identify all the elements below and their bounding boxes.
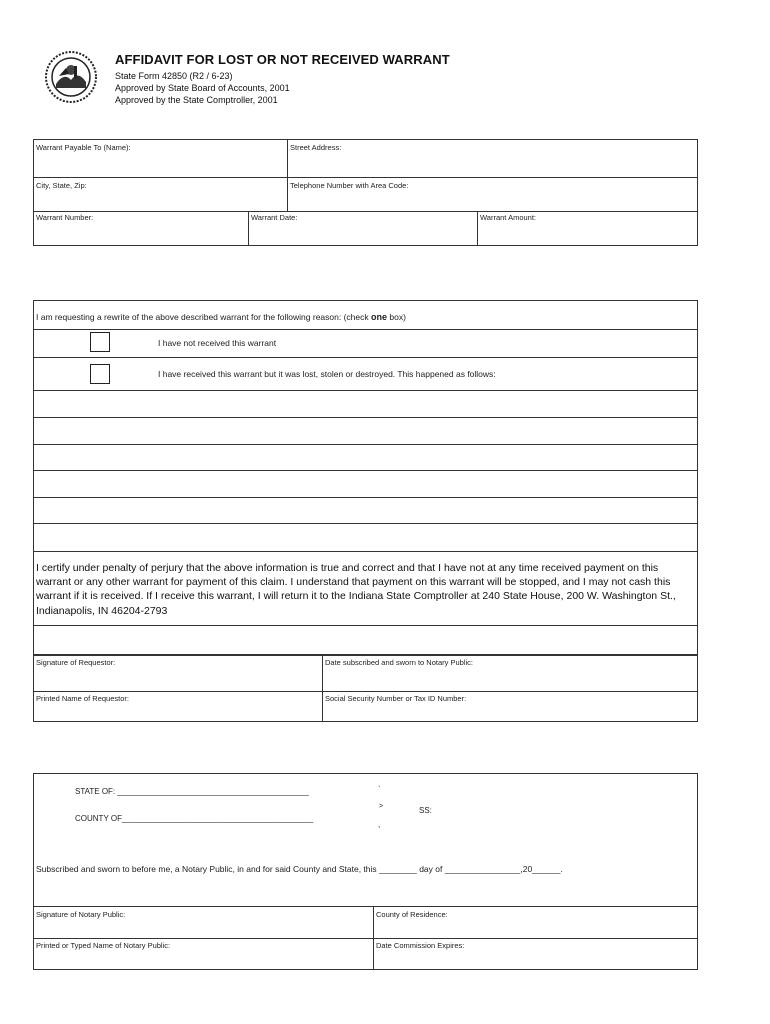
requestor-signature-field[interactable]: Signature of Requestor: (36, 658, 116, 667)
street-address-field[interactable]: Street Address: (290, 143, 342, 152)
notary-printed-name-field[interactable]: Printed or Typed Name of Notary Public: (36, 941, 171, 950)
reason-prompt: I am requesting a rewrite of the above described warrant for the following reason: (check one box) (36, 312, 406, 322)
state-of-field[interactable]: STATE OF: ___________________________________________ (75, 787, 309, 796)
date-sworn-field[interactable]: Date subscribed and sworn to Notary Public: (325, 658, 473, 667)
explanation-line-2[interactable] (34, 418, 697, 443)
explanation-line-1[interactable] (34, 391, 697, 416)
warrant-info-section (33, 139, 698, 246)
approval-sboa: Approved by State Board of Accounts, 2001 (115, 83, 290, 93)
bracket-bottom: , (378, 820, 381, 829)
not-received-checkbox[interactable] (90, 332, 110, 352)
commission-expires-field[interactable]: Date Commission Expires: (376, 941, 465, 950)
telephone-field[interactable]: Telephone Number with Area Code: (290, 181, 409, 190)
warrant-payable-to-field[interactable]: Warrant Payable To (Name): (36, 143, 131, 152)
explanation-line-5[interactable] (34, 498, 697, 522)
requestor-printed-name-field[interactable]: Printed Name of Requestor: (36, 694, 129, 703)
bracket-top: ` (378, 785, 381, 794)
warrant-amount-field[interactable]: Warrant Amount: (480, 213, 536, 222)
city-state-zip-field[interactable]: City, State, Zip: (36, 181, 87, 190)
subscribed-statement: Subscribed and sworn to before me, a Notary Public, in and for said County and State, this ________ day of ________________,20______. (36, 864, 563, 874)
lost-stolen-checkbox[interactable] (90, 364, 110, 384)
form-number: State Form 42850 (R2 / 6-23) (115, 71, 233, 81)
explanation-line-4[interactable] (34, 471, 697, 496)
county-residence-field[interactable]: County of Residence: (376, 910, 448, 919)
bracket-middle: > (379, 803, 384, 810)
not-received-label: I have not received this warrant (158, 338, 277, 348)
state-seal-logo (44, 50, 98, 104)
ssn-tax-id-field[interactable]: Social Security Number or Tax ID Number: (325, 694, 467, 703)
warrant-number-field[interactable]: Warrant Number: (36, 213, 94, 222)
approval-comptroller: Approved by the State Comptroller, 2001 (115, 95, 278, 105)
form-title: AFFIDAVIT FOR LOST OR NOT RECEIVED WARRANT (115, 52, 450, 67)
explanation-line-3[interactable] (34, 445, 697, 469)
warrant-date-field[interactable]: Warrant Date: (251, 213, 298, 222)
notary-signature-field[interactable]: Signature of Notary Public: (36, 910, 126, 919)
ss-label: SS: (419, 806, 432, 815)
lost-stolen-label: I have received this warrant but it was lost, stolen or destroyed. This happened as follows: (158, 369, 496, 379)
certification-statement: I certify under penalty of perjury that the above information is true and correct and that I have not at any time received payment on this warrant or any other warrant for payment of this claim. I understand that payment on this warrant will be stopped, and I may not cash this warrant if it is received. If I receive this warrant, I will return it to the Indiana State Comptroller at 240 State House, 200 W. Washington St., Indianapolis, IN 46204-2793 (36, 562, 676, 617)
county-of-field[interactable]: COUNTY OF___________________________________________ (75, 814, 314, 823)
